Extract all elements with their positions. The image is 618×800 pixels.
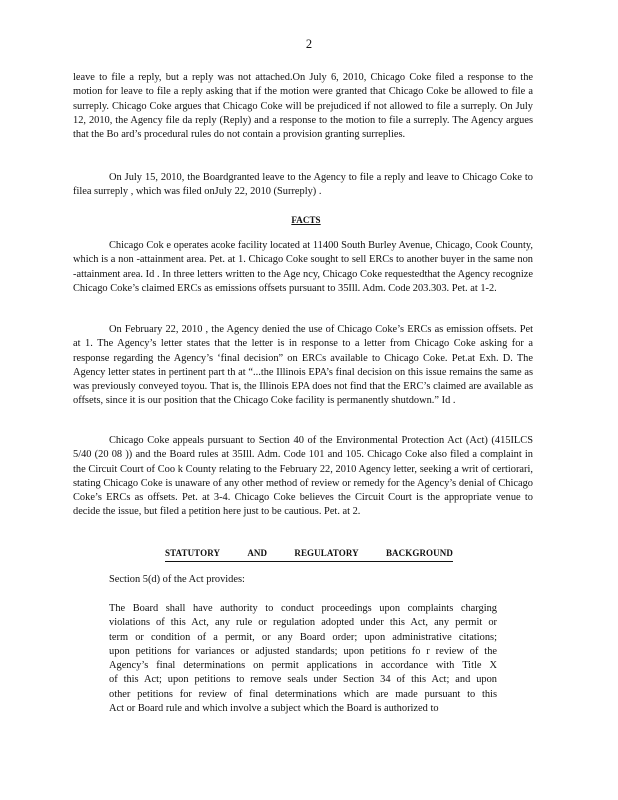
section-heading-facts [0, 213, 618, 227]
quote-line: violations of this Act, any rule or regulation adopted under this Act, any permit or [109, 617, 497, 629]
quote-line: Act or Board rule and which involve a subject which the Board is authorized to [109, 703, 439, 715]
paragraph-appeal [73, 434, 533, 520]
heading-word: REGULATORY [294, 548, 359, 558]
quote-line: of this Act; upon petitions to remove seals under Section 34 of this Act; and upon [109, 674, 497, 686]
paragraph-facility [73, 239, 533, 296]
paragraph-text: Chicago Coke appeals pursuant to Section 40 of the Environmental Protection Act (Act) (415ILCS 5/40 (20 08 )) and the Board rules at 35Ill. Adm. Code 101 and 105. Chicago Coke also filed a complaint in the Circuit Court of Coo k County relating to the February 22, 2010 Agency letter, seeking a writ of certiorari, stating Chicago Coke is unaware of any other method of review or remedy for the Agency’s denial of Chicago Coke’s ERCs as offsets. Pet. at 3-4. Chicago Coke believes the Circuit Court is the appropriate venue to decide the issue, but filed a petition here just to be cautious. Pet. at 2. [73, 435, 533, 518]
heading-word: AND [247, 548, 268, 558]
quote-line: upon petitions for variances or adjusted standards; upon petitions fo r review of the [109, 645, 497, 657]
paragraph-text: Section 5(d) of the Act provides: [109, 574, 245, 585]
heading-word: BACKGROUND [385, 548, 453, 558]
section-heading-statutory-background [165, 546, 453, 562]
block-quote [109, 602, 497, 716]
paragraph-text: On July 15, 2010, the Boardgranted leave to the Agency to file a reply and leave to Chicago Coke to filea surreply , which was filed onJuly 22, 2010 (Surreply) . [73, 172, 533, 198]
paragraph-board-granted [73, 171, 533, 200]
quote-line: Agency’s final determinations on permit applications in accordance with Title X [109, 660, 497, 672]
quote-line: term or condition of a permit, or any Board order; upon administrative citations; [109, 631, 497, 643]
quote-line: The Board shall have authority to conduct proceedings upon complaints charging [109, 603, 497, 614]
page-number: 2 [305, 37, 313, 51]
paragraph-agency-denial [73, 323, 533, 409]
paragraph-section-intro [73, 573, 533, 587]
paragraph-motions [73, 71, 533, 142]
heading-word: STATUTORY [165, 548, 221, 558]
paragraph-text: Chicago Cok e operates acoke facility located at 11400 South Burley Avenue, Chicago, Cook County, which is a non -attainment area. Pet. at 1. Chicago Coke sought to sell ERCs to another buyer in the same non -attainment area. Id . In three letters written to the Age ncy, Chicago Coke requestedthat the Agency recognize Chicago Coke’s claimed ERCs as emissions offsets pursuant to 35Ill. Adm. Code 203.303. Pet. at 1-2. [73, 240, 533, 294]
quote-line: other petitions for review of final determinations which are made pursuant to this [109, 688, 497, 700]
paragraph-text: On February 22, 2010 , the Agency denied the use of Chicago Coke’s ERCs as emission offsets. Pet at 1. The Agency’s letter states that the letter is in response to a letter from Chicago Coke asking for a response regarding the Agency’s ‘final decision” on ERCs available to Chicago Coke. Pet.at Exh. D. The Agency letter states in pertinent part th at “...the Illinois EPA’s final decision on this issue remains the same as was previously conveyed toyou. That is, the Illinois EPA does not find that the ERC’s claimed are available as offsets, since it is our position that the Chicago Coke facility is permanently shutdown.” Id . [73, 324, 533, 407]
heading-text: FACTS [291, 215, 321, 225]
paragraph-text: leave to file a reply, but a reply was not attached.On July 6, 2010, Chicago Coke filed a response to the motion for leave to file a reply asking that if the motion were granted that Chicago Coke be allowed to file a surreply. Chicago Coke argues that Chicago Coke will be prejudiced if not allowed to file a surreply. On July 12, 2010, the Agency file da reply (Reply) and a response to the motion to file a surreply. The Agency argues that the Bo ard’s procedural rules do not contain a provision granting surreplies. [73, 72, 533, 141]
